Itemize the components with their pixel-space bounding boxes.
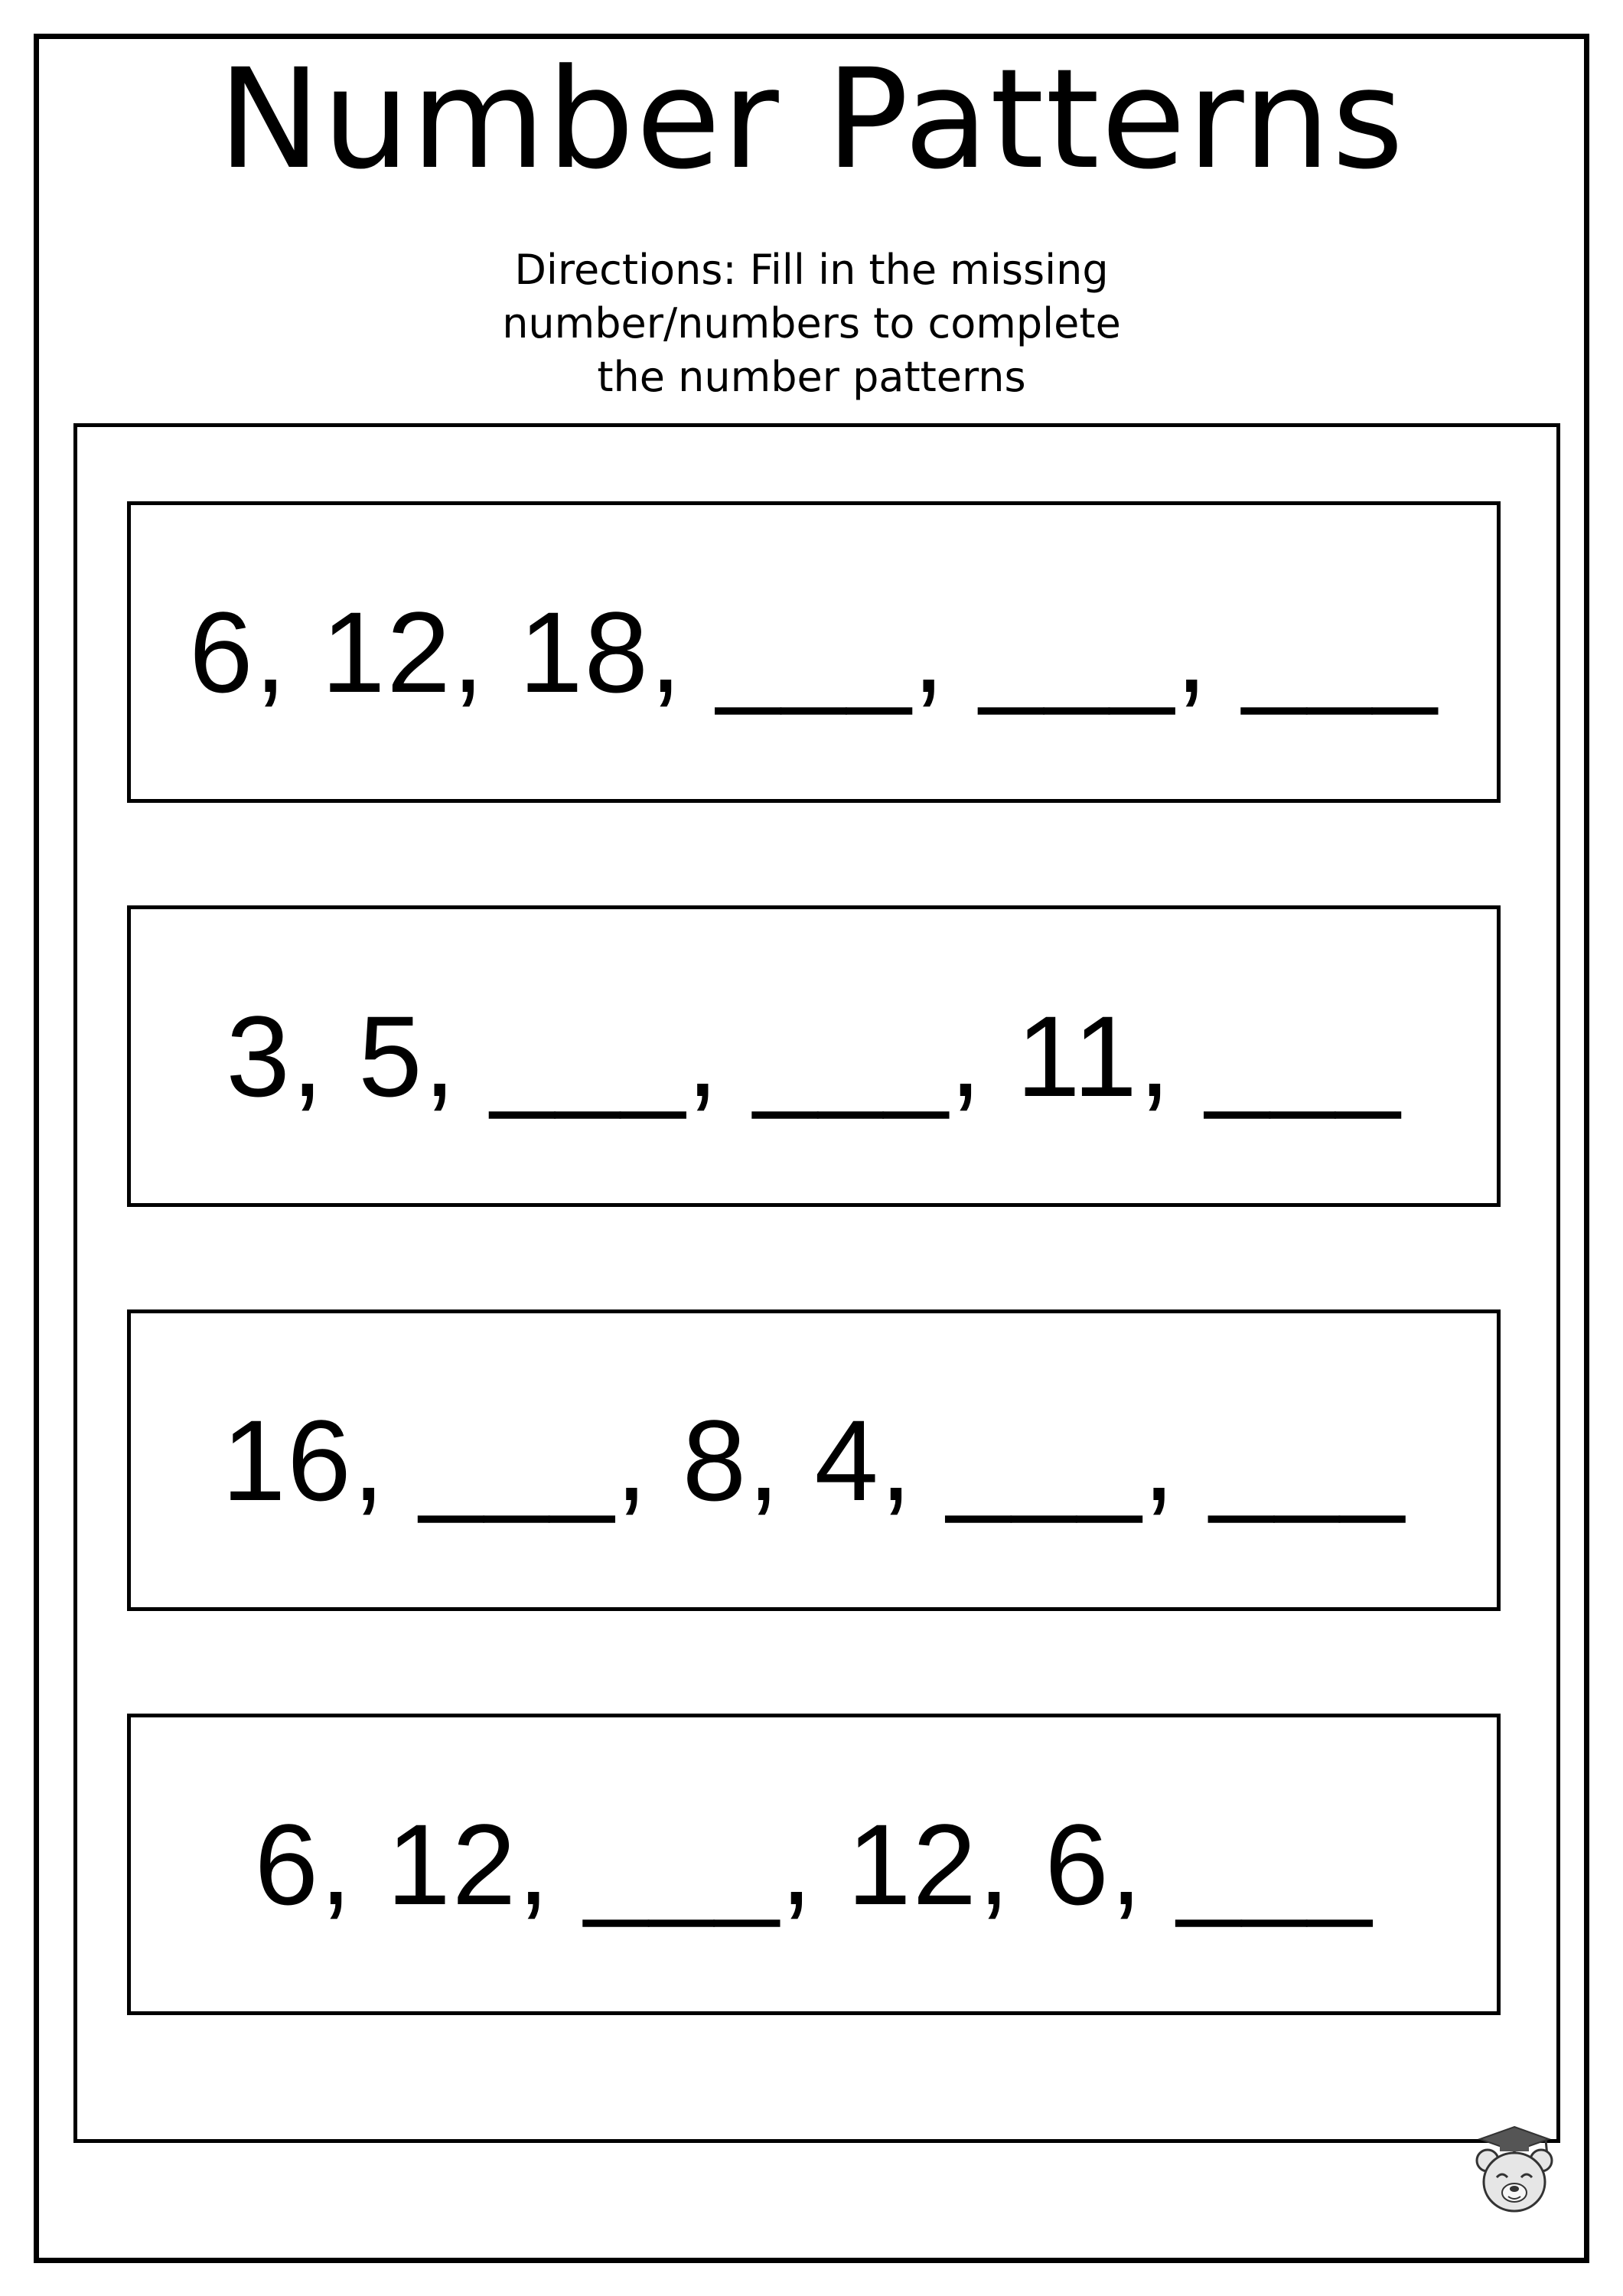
problem-4-sequence: 6, 12, ___, 12, 6, ___ [254, 1800, 1374, 1929]
directions-line-3: the number patterns [597, 353, 1026, 401]
problem-3-sequence: 16, ___, 8, 4, ___, ___ [221, 1396, 1406, 1525]
problem-1-sequence: 6, 12, 18, ___, ___, ___ [189, 588, 1439, 716]
problem-box-4 [127, 1714, 1501, 2015]
directions-line-2: number/numbers to complete [502, 299, 1121, 347]
directions-line-1: Directions: Fill in the missing [514, 246, 1109, 294]
directions [0, 243, 1623, 404]
graduate-mascot-icon [1472, 2124, 1556, 2216]
problem-box-2 [127, 905, 1501, 1207]
page-title: Number Patterns [217, 40, 1406, 200]
problem-box-1 [127, 501, 1501, 803]
problem-2-sequence: 3, 5, ___, ___, 11, ___ [226, 992, 1402, 1120]
problem-box-3 [127, 1309, 1501, 1611]
